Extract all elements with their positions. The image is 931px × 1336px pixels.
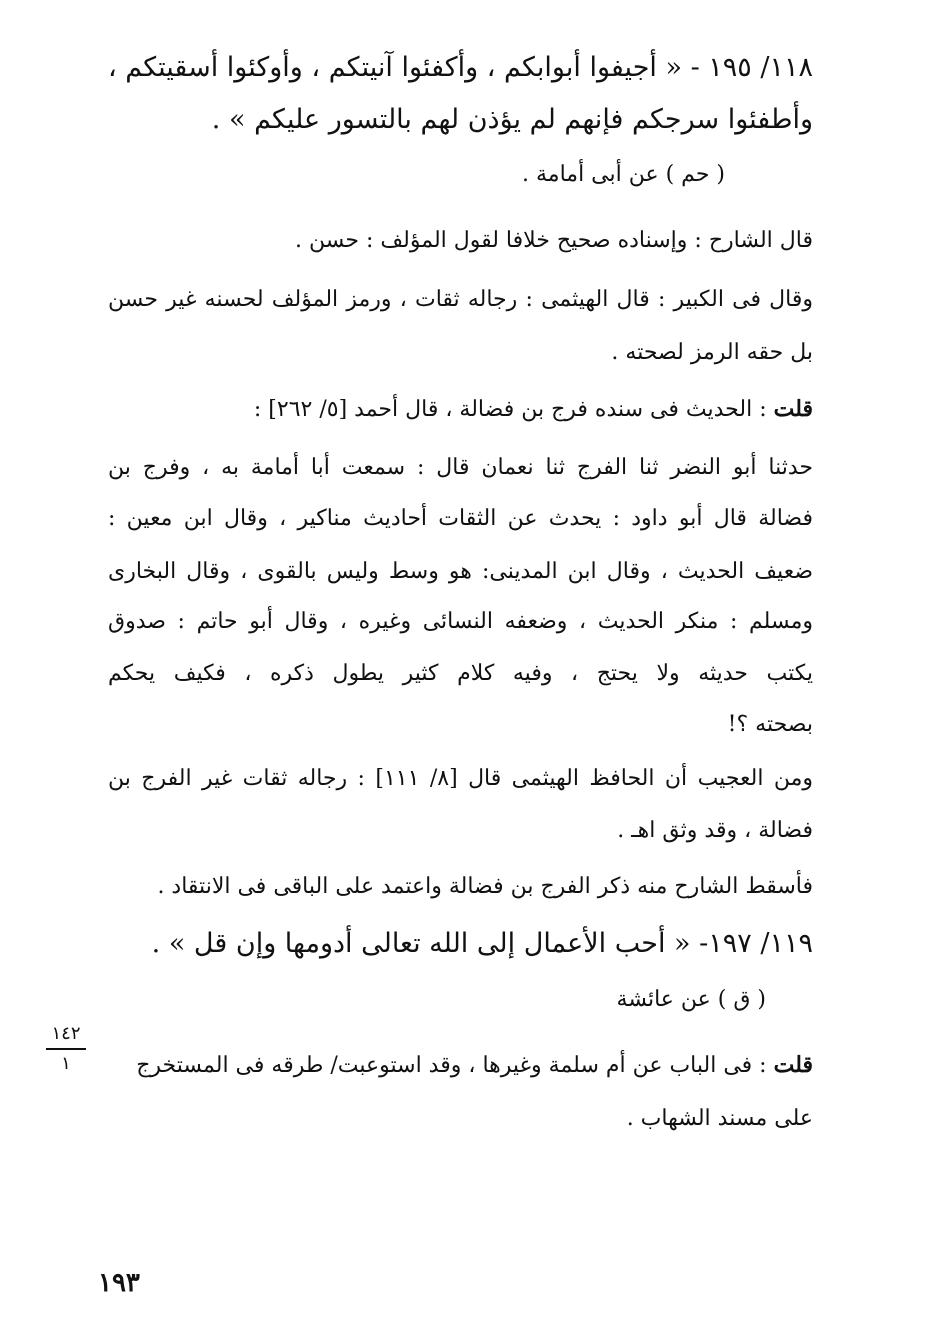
isnad-line-5: يكتب حديثه ولا يحتج ، وفيه كلام كثير يطول ذكره ، فكيف يحكم <box>108 661 813 686</box>
isnad-line-2: فضالة قال أبو داود : يحدث عن الثقات أحاديث مناكير ، وقال ابن معين : <box>108 506 813 531</box>
hadith-197-source: ( ق ) عن عائشة <box>616 987 766 1012</box>
qultu-label: قلت <box>773 1052 813 1078</box>
margin-reference-top: ١٤٢ <box>46 1022 86 1050</box>
kabir-comment-line-1: وقال فى الكبير : قال الهيثمى : رجاله ثقات ، ورمز المؤلف لحسنه غير حسن <box>108 287 813 312</box>
qultu-label: قلت <box>773 396 813 422</box>
ajib-line-2: فضالة ، وقد وثق اهـ . <box>617 818 813 843</box>
qultu-paragraph-1 <box>254 394 813 425</box>
qultu-paragraph-2-line-2: على مسند الشهاب . <box>626 1106 813 1131</box>
ajib-line-1: ومن العجيب أن الحافظ الهيثمى قال [٨/ ١١١] : رجاله ثقات غير الفرج بن <box>108 766 814 791</box>
margin-reference-bottom: ١ <box>61 1053 71 1074</box>
hadith-195-line-2: وأطفئوا سرجكم فإنهم لم يؤذن لهم بالتسور عليكم » . <box>211 104 813 135</box>
hadith-195-source: ( حم ) عن أبى أمامة . <box>522 162 725 187</box>
hadith-195-line-1: ١١٨/ ١٩٥ - « أجيفوا أبوابكم ، وأكفئوا آنيتكم ، وأوكئوا أسقيتكم ، <box>107 52 813 83</box>
hadith-197-text: ١١٩/ ١٩٧- « أحب الأعمال إلى الله تعالى أدومها وإن قل » . <box>151 928 813 959</box>
qultu-text: : الحديث فى سنده فرج بن فضالة ، قال أحمد [٥/ ٢٦٢] : <box>253 397 774 422</box>
qultu-paragraph-2 <box>136 1050 813 1081</box>
isnad-line-4: ومسلم : منكر الحديث ، وضعفه النسائى وغيره ، وقال أبو حاتم : صدوق <box>108 609 813 634</box>
qultu-text: : فى الباب عن أم سلمة وغيرها ، وقد استوعبت/ طرقه فى المستخرج <box>136 1053 774 1078</box>
asqat-paragraph: فأسقط الشارح منه ذكر الفرج بن فضالة واعتمد على الباقى فى الانتقاد . <box>157 874 813 899</box>
page-number: ١٩٣ <box>98 1268 140 1298</box>
isnad-line-6: بصحته ؟! <box>727 712 813 737</box>
isnad-line-1: حدثنا أبو النضر ثنا الفرج ثنا نعمان قال : سمعت أبا أمامة به ، وفرج بن <box>108 455 813 480</box>
kabir-comment-line-2: بل حقه الرمز لصحته . <box>611 340 813 365</box>
sharih-comment: قال الشارح : وإسناده صحيح خلافا لقول المؤلف : حسن . <box>295 228 813 253</box>
isnad-line-3: ضعيف الحديث ، وقال ابن المدينى: هو وسط وليس بالقوى ، وقال البخارى <box>108 559 813 584</box>
margin-reference <box>46 1022 86 1076</box>
